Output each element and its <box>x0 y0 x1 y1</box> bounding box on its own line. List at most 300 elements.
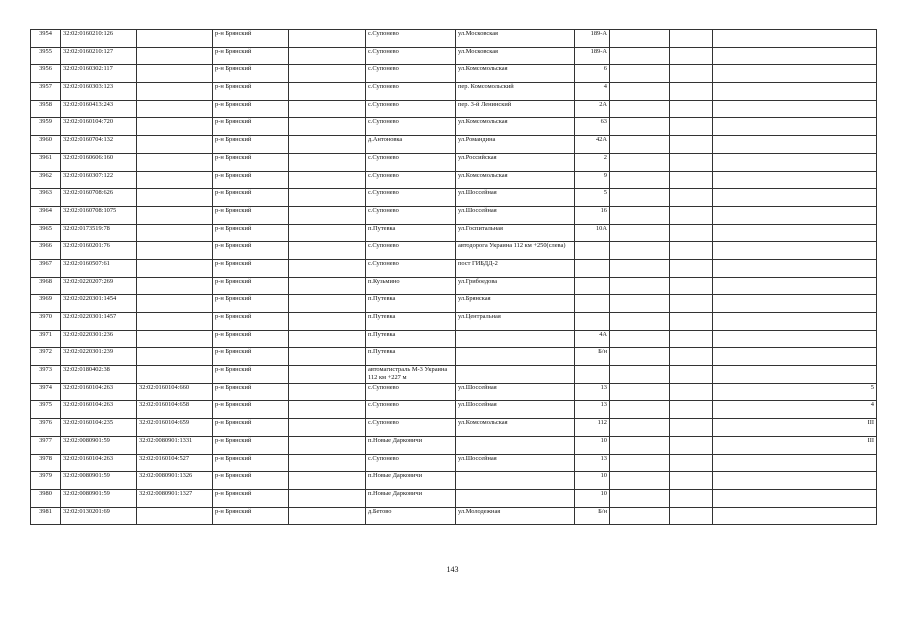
table-cell: 6 <box>575 65 610 83</box>
table-cell <box>713 242 877 260</box>
table-cell: д.Антоновка <box>366 136 456 154</box>
table-cell <box>610 436 670 454</box>
table-cell: 32:02:0160302:117 <box>61 65 137 83</box>
table-cell <box>670 153 713 171</box>
table-cell: III <box>713 436 877 454</box>
table-cell <box>670 330 713 348</box>
table-cell <box>456 348 575 366</box>
table-cell: р-н Брянский <box>213 366 289 384</box>
table-cell: 13 <box>575 401 610 419</box>
table-row <box>31 348 877 366</box>
table-cell <box>289 295 366 313</box>
table-cell: п.Путевка <box>366 330 456 348</box>
table-row <box>31 30 877 48</box>
table-cell <box>289 436 366 454</box>
table-cell <box>137 30 213 48</box>
table-cell: ул.Шоссейная <box>456 401 575 419</box>
table-cell <box>670 136 713 154</box>
table-cell: 16 <box>575 206 610 224</box>
table-cell: 32:02:0160104:235 <box>61 419 137 437</box>
table-cell: III <box>713 419 877 437</box>
table-cell <box>670 206 713 224</box>
table-cell <box>137 83 213 101</box>
table-row <box>31 419 877 437</box>
table-cell: 3970 <box>31 313 61 331</box>
table-cell: с.Супонево <box>366 65 456 83</box>
table-cell <box>289 259 366 277</box>
table-cell: ул.Шоссейная <box>456 383 575 401</box>
table-cell: 3981 <box>31 507 61 525</box>
table-cell: автомагистраль М-3 Украина 112 км +227 м <box>366 366 456 384</box>
table-cell <box>137 277 213 295</box>
table-cell: с.Супонево <box>366 419 456 437</box>
table-cell <box>713 454 877 472</box>
table-cell <box>137 313 213 331</box>
table-cell: ул.Шоссейная <box>456 189 575 207</box>
table-cell: 32:02:0220301:1454 <box>61 295 137 313</box>
table-cell <box>289 153 366 171</box>
table-row <box>31 401 877 419</box>
table-cell <box>713 171 877 189</box>
table-cell: ул.Романдина <box>456 136 575 154</box>
table-cell <box>670 224 713 242</box>
table-cell <box>670 30 713 48</box>
table-cell <box>610 330 670 348</box>
table-cell: 3973 <box>31 366 61 384</box>
table-row <box>31 189 877 207</box>
table-cell: с.Супонево <box>366 242 456 260</box>
table-cell <box>670 100 713 118</box>
table-cell <box>670 489 713 507</box>
table-cell: р-н Брянский <box>213 118 289 136</box>
table-cell <box>137 171 213 189</box>
table-cell: 32:02:0173519:78 <box>61 224 137 242</box>
table-cell: д.Бетово <box>366 507 456 525</box>
table-cell <box>670 118 713 136</box>
table-row <box>31 83 877 101</box>
table-cell: с.Супонево <box>366 383 456 401</box>
table-cell: 112 <box>575 419 610 437</box>
table-cell <box>713 100 877 118</box>
table-cell <box>610 118 670 136</box>
table-cell: р-н Брянский <box>213 153 289 171</box>
table-cell: р-н Брянский <box>213 242 289 260</box>
table-cell: 32:02:0160104:263 <box>61 383 137 401</box>
table-cell <box>610 65 670 83</box>
table-cell <box>289 472 366 490</box>
table-cell: 32:02:0160104:263 <box>61 401 137 419</box>
table-cell <box>137 118 213 136</box>
table-cell: 4 <box>713 401 877 419</box>
table-cell <box>670 383 713 401</box>
table-cell: ул.Московская <box>456 47 575 65</box>
table-cell: р-н Брянский <box>213 401 289 419</box>
table-cell: р-н Брянский <box>213 330 289 348</box>
table-cell: ул.Брянская <box>456 295 575 313</box>
table-cell: 3964 <box>31 206 61 224</box>
table-cell: р-н Брянский <box>213 383 289 401</box>
table-cell: 32:02:0080901:59 <box>61 489 137 507</box>
table-cell <box>137 100 213 118</box>
table-cell <box>610 206 670 224</box>
table-cell: 32:02:0220301:239 <box>61 348 137 366</box>
table-cell: 32:02:0160606:160 <box>61 153 137 171</box>
table-cell <box>137 47 213 65</box>
table-cell <box>610 419 670 437</box>
table-cell: р-н Брянский <box>213 436 289 454</box>
table-cell: с.Супонево <box>366 401 456 419</box>
table-cell <box>289 330 366 348</box>
table-cell <box>289 242 366 260</box>
table-cell <box>670 242 713 260</box>
table-cell <box>289 454 366 472</box>
table-cell: 32:02:0160104:720 <box>61 118 137 136</box>
table-cell <box>289 189 366 207</box>
table-cell: 3957 <box>31 83 61 101</box>
table-cell <box>713 348 877 366</box>
table-cell <box>713 136 877 154</box>
table-cell: р-н Брянский <box>213 206 289 224</box>
table-cell <box>456 472 575 490</box>
table-row <box>31 436 877 454</box>
table-cell <box>713 259 877 277</box>
table-cell <box>289 83 366 101</box>
table-cell: 2 <box>575 153 610 171</box>
table-cell <box>713 489 877 507</box>
table-row <box>31 65 877 83</box>
table-cell: ул.Шоссейная <box>456 206 575 224</box>
table-cell <box>610 454 670 472</box>
table-cell: 32:02:0180402:38 <box>61 366 137 384</box>
table-cell <box>575 313 610 331</box>
table-cell: 3971 <box>31 330 61 348</box>
table-cell: 32:02:0220207:269 <box>61 277 137 295</box>
table-cell: 13 <box>575 454 610 472</box>
table-cell <box>289 419 366 437</box>
table-row <box>31 507 877 525</box>
table-cell: р-н Брянский <box>213 277 289 295</box>
table-cell <box>610 30 670 48</box>
table-cell: р-н Брянский <box>213 489 289 507</box>
table-cell: ул.Московская <box>456 30 575 48</box>
table-cell: с.Супонево <box>366 259 456 277</box>
table-cell <box>670 366 713 384</box>
table-cell <box>713 189 877 207</box>
table-cell <box>713 277 877 295</box>
table-row <box>31 206 877 224</box>
registry-rows <box>31 30 877 525</box>
table-cell <box>137 206 213 224</box>
table-cell <box>670 171 713 189</box>
table-cell <box>137 366 213 384</box>
table-cell <box>610 100 670 118</box>
table-row <box>31 366 877 384</box>
table-cell: 10 <box>575 489 610 507</box>
table-cell: 32:02:0080901:59 <box>61 472 137 490</box>
table-cell <box>289 366 366 384</box>
table-cell <box>289 206 366 224</box>
table-cell: п.Путевка <box>366 313 456 331</box>
table-cell <box>289 224 366 242</box>
table-cell: р-н Брянский <box>213 348 289 366</box>
table-cell: ул.Госпитальная <box>456 224 575 242</box>
table-cell: 32:02:0080901:1326 <box>137 472 213 490</box>
table-cell: 3960 <box>31 136 61 154</box>
table-cell: 3977 <box>31 436 61 454</box>
table-cell: 32:02:0130201:69 <box>61 507 137 525</box>
table-cell <box>610 153 670 171</box>
table-row <box>31 313 877 331</box>
table-cell <box>713 224 877 242</box>
table-cell: 3974 <box>31 383 61 401</box>
table-cell <box>670 65 713 83</box>
table-cell: Б/н <box>575 348 610 366</box>
table-cell: с.Супонево <box>366 206 456 224</box>
table-cell: 3956 <box>31 65 61 83</box>
table-cell <box>289 401 366 419</box>
table-cell <box>670 401 713 419</box>
table-cell: 42А <box>575 136 610 154</box>
table-row <box>31 454 877 472</box>
table-cell <box>289 136 366 154</box>
table-cell: 3967 <box>31 259 61 277</box>
table-cell: ул.Комсомольская <box>456 118 575 136</box>
table-cell <box>670 259 713 277</box>
table-cell <box>670 436 713 454</box>
table-row <box>31 224 877 242</box>
table-cell <box>137 259 213 277</box>
table-row <box>31 383 877 401</box>
table-cell <box>456 436 575 454</box>
table-cell <box>289 507 366 525</box>
table-cell <box>289 383 366 401</box>
table-cell: 189-А <box>575 30 610 48</box>
table-cell <box>610 242 670 260</box>
table-cell <box>670 277 713 295</box>
table-cell: с.Супонево <box>366 100 456 118</box>
table-cell: 189-А <box>575 47 610 65</box>
table-cell <box>610 401 670 419</box>
table-row <box>31 100 877 118</box>
table-cell: 32:02:0220301:1457 <box>61 313 137 331</box>
table-cell <box>670 313 713 331</box>
table-cell: 32:02:0160307:122 <box>61 171 137 189</box>
table-row <box>31 242 877 260</box>
table-cell: р-н Брянский <box>213 313 289 331</box>
table-cell: 32:02:0160104:658 <box>137 401 213 419</box>
table-cell <box>670 83 713 101</box>
table-cell <box>610 366 670 384</box>
table-cell <box>670 189 713 207</box>
table-cell: с.Супонево <box>366 153 456 171</box>
table-cell <box>137 348 213 366</box>
table-cell <box>289 171 366 189</box>
table-cell <box>289 30 366 48</box>
table-cell <box>289 118 366 136</box>
table-cell: 3961 <box>31 153 61 171</box>
table-cell: 10А <box>575 224 610 242</box>
table-cell: 3979 <box>31 472 61 490</box>
table-cell: с.Супонево <box>366 171 456 189</box>
table-cell: 10 <box>575 472 610 490</box>
table-cell: р-н Брянский <box>213 224 289 242</box>
table-cell: р-н Брянский <box>213 30 289 48</box>
table-cell: с.Супонево <box>366 47 456 65</box>
table-cell <box>713 83 877 101</box>
table-row <box>31 295 877 313</box>
table-cell: р-н Брянский <box>213 454 289 472</box>
table-cell <box>610 489 670 507</box>
table-cell: ул.Грибоедова <box>456 277 575 295</box>
table-cell <box>456 489 575 507</box>
table-row <box>31 330 877 348</box>
table-cell: р-н Брянский <box>213 419 289 437</box>
table-cell <box>289 489 366 507</box>
table-cell: п.Новые Дарковичи <box>366 489 456 507</box>
table-cell: пер. Комсомольский <box>456 83 575 101</box>
table-cell <box>670 507 713 525</box>
table-cell <box>137 295 213 313</box>
table-cell <box>713 118 877 136</box>
table-cell <box>610 348 670 366</box>
table-cell: 32:02:0160704:132 <box>61 136 137 154</box>
table-cell: с.Супонево <box>366 83 456 101</box>
table-cell <box>456 366 575 384</box>
table-cell: 32:02:0160507:61 <box>61 259 137 277</box>
registry-table <box>30 29 877 525</box>
table-cell <box>289 313 366 331</box>
table-cell: п.Путевка <box>366 348 456 366</box>
table-cell: ул.Комсомольская <box>456 65 575 83</box>
table-cell: 3959 <box>31 118 61 136</box>
page-number: 143 <box>446 565 459 574</box>
table-cell: автодорога Украина 112 км +250(слева) <box>456 242 575 260</box>
table-cell: 32:02:0080901:1327 <box>137 489 213 507</box>
table-cell <box>137 330 213 348</box>
table-cell: р-н Брянский <box>213 259 289 277</box>
table-cell <box>137 153 213 171</box>
table-cell: пост ГИБДД-2 <box>456 259 575 277</box>
table-cell <box>289 65 366 83</box>
table-row <box>31 489 877 507</box>
table-cell: 3965 <box>31 224 61 242</box>
table-cell <box>670 47 713 65</box>
table-cell: 2А <box>575 100 610 118</box>
table-cell: 3955 <box>31 47 61 65</box>
table-cell <box>713 65 877 83</box>
table-cell <box>713 295 877 313</box>
table-cell: р-н Брянский <box>213 47 289 65</box>
table-cell: 3966 <box>31 242 61 260</box>
table-cell: 32:02:0220301:236 <box>61 330 137 348</box>
table-cell: 13 <box>575 383 610 401</box>
table-cell: ул.Центральная <box>456 313 575 331</box>
table-cell: 32:02:0160104:660 <box>137 383 213 401</box>
table-cell: п.Путевка <box>366 295 456 313</box>
table-cell <box>713 472 877 490</box>
table-cell: 3958 <box>31 100 61 118</box>
table-row <box>31 153 877 171</box>
table-cell: 3976 <box>31 419 61 437</box>
table-cell: 10 <box>575 436 610 454</box>
table-cell <box>575 366 610 384</box>
table-cell <box>289 47 366 65</box>
table-cell: п.Новые Дарковичи <box>366 472 456 490</box>
table-cell <box>610 313 670 331</box>
table-cell <box>610 277 670 295</box>
table-row <box>31 472 877 490</box>
table-cell: ул.Российская <box>456 153 575 171</box>
table-cell: 3980 <box>31 489 61 507</box>
table-cell <box>670 472 713 490</box>
table-cell <box>575 295 610 313</box>
table-row <box>31 259 877 277</box>
table-cell: р-н Брянский <box>213 472 289 490</box>
table-cell: п.Новые Дарковичи <box>366 436 456 454</box>
table-row <box>31 136 877 154</box>
table-cell: 32:02:0160104:659 <box>137 419 213 437</box>
table-cell: 32:02:0160104:263 <box>61 454 137 472</box>
table-cell: 32:02:0160210:127 <box>61 47 137 65</box>
table-cell: 5 <box>575 189 610 207</box>
table-cell <box>137 242 213 260</box>
table-cell: 32:02:0160201:76 <box>61 242 137 260</box>
table-cell <box>137 136 213 154</box>
table-cell <box>610 136 670 154</box>
table-cell: ул.Молодежная <box>456 507 575 525</box>
table-cell: 32:02:0160413:243 <box>61 100 137 118</box>
table-cell <box>610 224 670 242</box>
table-cell <box>670 348 713 366</box>
table-row <box>31 171 877 189</box>
table-cell: 32:02:0080901:59 <box>61 436 137 454</box>
table-cell: 3954 <box>31 30 61 48</box>
table-cell: 4А <box>575 330 610 348</box>
table-cell <box>456 330 575 348</box>
table-cell: р-н Брянский <box>213 65 289 83</box>
table-cell: ул.Комсомольская <box>456 171 575 189</box>
table-cell <box>610 259 670 277</box>
table-cell: ул.Комсомольская <box>456 419 575 437</box>
table-cell: 32:02:0160104:527 <box>137 454 213 472</box>
table-cell: ул.Шоссейная <box>456 454 575 472</box>
table-cell: р-н Брянский <box>213 189 289 207</box>
table-cell <box>610 171 670 189</box>
table-cell: 3962 <box>31 171 61 189</box>
table-cell <box>610 507 670 525</box>
table-cell: 3972 <box>31 348 61 366</box>
table-cell <box>575 259 610 277</box>
table-cell <box>670 454 713 472</box>
table-cell: 3978 <box>31 454 61 472</box>
table-cell <box>670 295 713 313</box>
table-cell: р-н Брянский <box>213 136 289 154</box>
table-cell <box>289 348 366 366</box>
table-cell: п.Путевка <box>366 224 456 242</box>
table-cell <box>713 330 877 348</box>
table-cell: 32:02:0160708:1075 <box>61 206 137 224</box>
table-cell <box>713 47 877 65</box>
table-row <box>31 47 877 65</box>
table-cell <box>575 277 610 295</box>
table-cell: 3963 <box>31 189 61 207</box>
table-cell: с.Супонево <box>366 30 456 48</box>
table-cell: 63 <box>575 118 610 136</box>
table-cell: пер. 3-й Ленинский <box>456 100 575 118</box>
table-cell <box>610 383 670 401</box>
table-cell <box>610 295 670 313</box>
table-cell <box>713 366 877 384</box>
